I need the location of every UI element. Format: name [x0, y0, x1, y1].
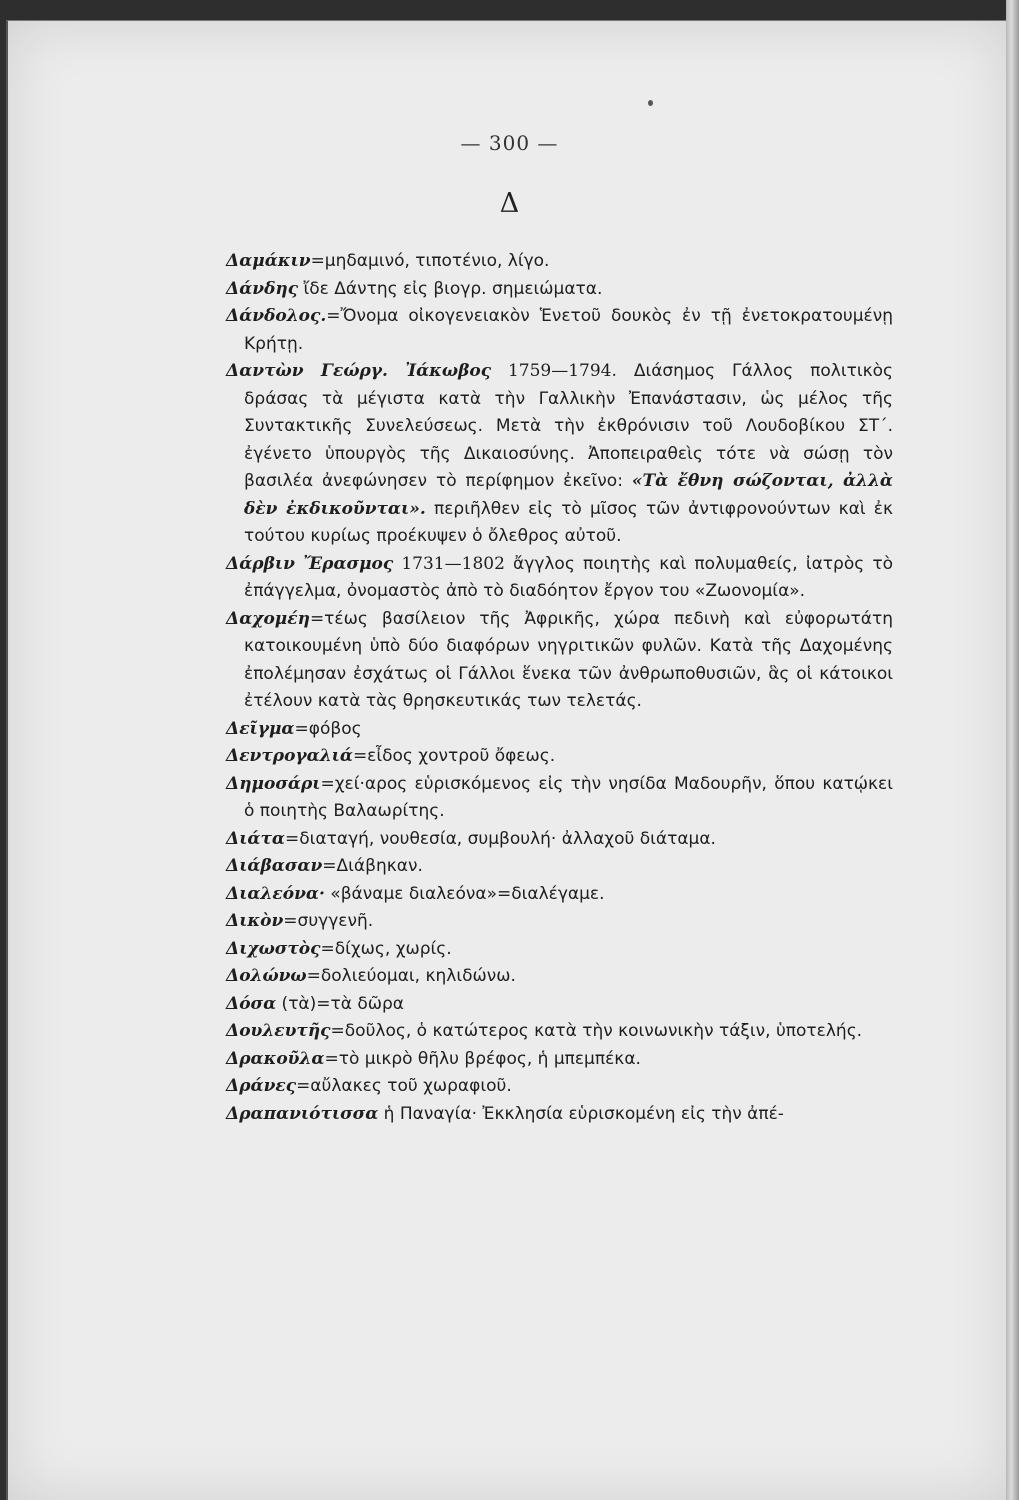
- entry-headword: Διάτα: [226, 828, 286, 849]
- glossary-entry: [226, 248, 893, 276]
- entry-definition: =διαταγή, νουθεσία, συμβουλή· ἀλλαχοῦ διάταμα.: [285, 828, 716, 849]
- entry-definition: =χεί·αρος εὑρισκόμενος εἰς τὴν νησίδα Μαδουρῆν, ὅπου κατῴκει ὁ ποιητὴς Βαλαωρίτης.: [244, 773, 893, 821]
- entry-headword: Δικὸν: [226, 911, 284, 931]
- entry-headword: Δεντρογαλιά: [226, 746, 353, 766]
- entry-headword-secondary: Ἔρασμος: [294, 553, 394, 574]
- glossary-entry: [226, 991, 893, 1019]
- entry-definition: =μηδαμινό, τιποτένιο, λίγο.: [310, 251, 550, 271]
- glossary-entry: [226, 881, 893, 909]
- glossary-entry: [226, 771, 893, 826]
- entry-headword: Δουλευτῆς: [226, 1021, 331, 1041]
- glossary-entry: [226, 303, 893, 358]
- glossary-entry: [226, 716, 893, 744]
- entry-definition: =δολιεύομαι, κηλιδώνω.: [306, 966, 516, 986]
- entry-definition: =φόβος: [294, 718, 362, 739]
- glossary-entry: [226, 358, 893, 551]
- entry-headword: Δεῖγμα: [226, 718, 295, 739]
- glossary-entry: [226, 1073, 893, 1101]
- entry-definition: =δίχως, χωρίς.: [320, 938, 452, 959]
- glossary-entry: [226, 1046, 893, 1074]
- entry-headword: Διάβασαν: [226, 856, 323, 876]
- glossary-entry: [226, 826, 893, 854]
- entry-definition: (τὰ)=τὰ δῶρα: [276, 993, 404, 1014]
- page-edge: [1006, 0, 1019, 1500]
- entry-definition: Διάσημος Γάλλος πολιτικὸς δράσας τὰ μέγιστα κατὰ τὴν Γαλλικὴν Ἐπανάστασιν, ὡς μέλος τῆς Συντακτικῆς Συνελεύσεως. Μετὰ τὴν ἐκθρόνισιν τοῦ Λουδοβίκου ΣΤ΄. ἐγένετο ὑπουργὸς τῆς Δικαιοσύνης. Ἀποπειραθεὶς τότε νὰ σώσῃ τὸν βασιλέα ἀνεφώνησεν τὸ περίφημον ἐκεῖνο:: [244, 361, 893, 491]
- entry-definition: «βάναμε διαλεόνα»=διαλέγαμε.: [324, 883, 605, 904]
- entry-headword: Διχωστὸς: [226, 938, 321, 959]
- entry-definition-continued: περιῆλθεν εἰς τὸ μῖσος τῶν ἀντιφρονούντων καὶ ἐκ τούτου κυρίως προέκυψεν ὁ ὄλεθρος αὐτοῦ.: [244, 498, 893, 546]
- entry-definition: =συγγενῆ.: [283, 911, 374, 931]
- entry-headword: Δράνες: [226, 1076, 297, 1096]
- section-letter: Δ: [499, 188, 520, 219]
- entry-definition: ἴδε Δάντης εἰς βιογρ. σημειώματα.: [298, 278, 603, 299]
- entry-headword-secondary: Ἰάκωβος: [387, 361, 492, 381]
- glossary-entry: [226, 551, 893, 606]
- entry-definition: ἄγγλος ποιητὴς καὶ πολυμαθείς, ἰατρὸς τὸ ἐπάγγελμα, ὀνομαστὸς ἀπὸ τὸ διαδόητον ἔργον του «Ζωονομία».: [244, 553, 893, 601]
- entry-definition: =δοῦλος, ὁ κατώτερος κατὰ τὴν κοινωνικὴν τάξιν, ὑποτελής.: [330, 1021, 863, 1041]
- entry-definition: ἡ Παναγία· Ἐκκλησία εὑρισκομένη εἰς τὴν ἀπέ-: [378, 1103, 784, 1124]
- page-number: — 300 —: [460, 131, 559, 155]
- glossary-entry: [226, 606, 893, 716]
- glossary-entry: [226, 1101, 893, 1129]
- glossary-entries: [226, 248, 893, 1128]
- entry-headword: Δρακοῦλα: [226, 1048, 325, 1069]
- glossary-entry: [226, 276, 893, 304]
- entry-headword: Δαντὼν Γεώργ.: [226, 361, 388, 381]
- entry-headword: Δημοσάρι: [226, 773, 321, 794]
- entry-definition: =τέως βασίλειον τῆς Ἀφρικῆς, χώρα πεδινὴ καὶ εὐφορωτάτη κατοικουμένη ὑπὸ δύο διαφόρων νηγριτικῶν φυλῶν. Κατὰ τῆς Δαχομένης ἐπολέμησαν ἐσχάτως οἱ Γάλλοι ἕνεκα τῶν ἀνθρωποθυσιῶν, ἃς οἱ κάτοικοι ἐτέλουν κατὰ τὰς θρησκευτικάς των τελετάς.: [244, 608, 893, 711]
- entry-definition: =αὔλακες τοῦ χωραφιοῦ.: [296, 1076, 512, 1096]
- entry-headword: Δάνδης: [226, 278, 299, 299]
- entry-headword: Δολώνω: [226, 966, 307, 986]
- entry-headword: Δόσα: [226, 993, 277, 1014]
- entry-headword: Διαλεόνα·: [226, 883, 325, 904]
- entry-headword: Δαμάκιν: [226, 251, 311, 271]
- entry-definition: =τὸ μικρὸ θῆλυ βρέφος, ἡ μπεμπέκα.: [324, 1048, 641, 1069]
- glossary-entry: [226, 1018, 893, 1046]
- entry-years: 1731—1802: [393, 553, 505, 574]
- glossary-entry: [226, 743, 893, 771]
- glossary-entry: [226, 908, 893, 936]
- entry-definition: =Διάβηκαν.: [322, 856, 423, 876]
- entry-definition: =εἶδος χοντροῦ ὄφεως.: [352, 746, 556, 766]
- entry-headword: Δραπανιότισσα: [226, 1103, 379, 1124]
- entry-headword: Δάνδολος.: [226, 306, 327, 326]
- glossary-entry: [226, 963, 893, 991]
- entry-years: 1759—1794.: [491, 361, 617, 381]
- entry-headword: Δάρβιν: [226, 553, 295, 574]
- entry-definition: =Ὄνομα οἰκογενειακὸν Ἑνετοῦ δουκὸς ἐν τῇ ἐνετοκρατουμένῃ Κρήτῃ.: [244, 306, 893, 354]
- entry-headword: Δαχομέη: [226, 608, 310, 629]
- entry-quote: «Τὰ ἔθνη σώζονται, ἀλλὰ δὲν ἐκδικοῦνται».: [244, 471, 893, 519]
- glossary-entry: [226, 936, 893, 964]
- ink-dot: [648, 100, 653, 106]
- glossary-entry: [226, 853, 893, 881]
